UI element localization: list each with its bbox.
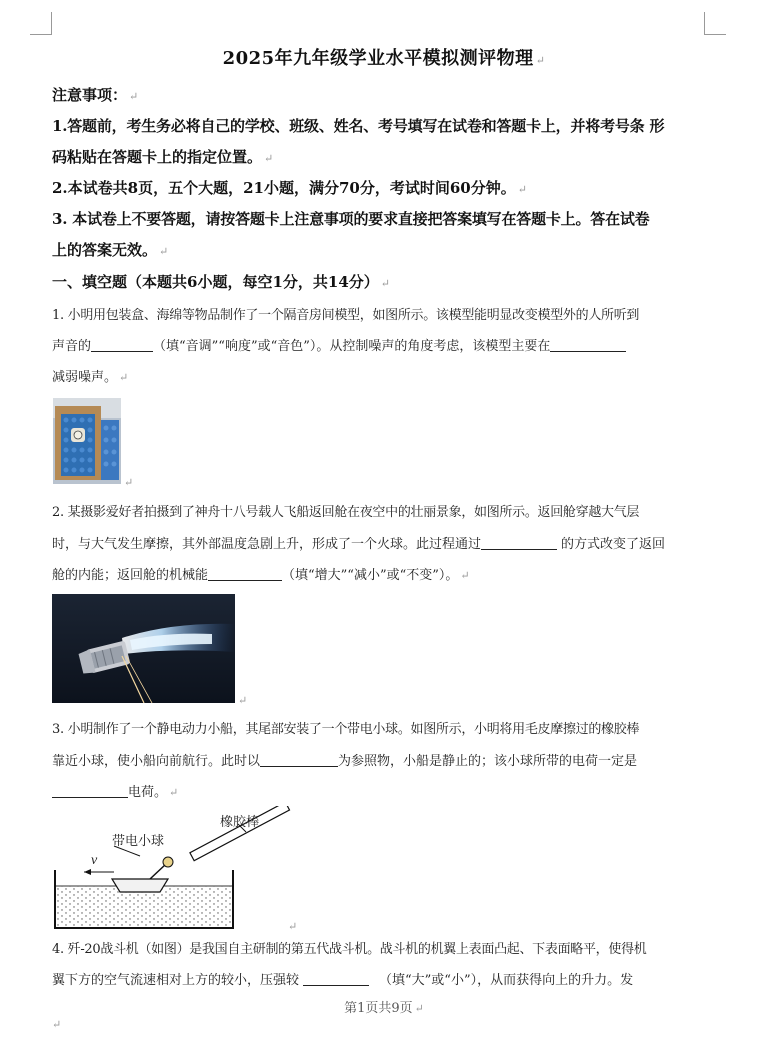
q3-blank-1 <box>260 754 338 767</box>
q2-blank-1 <box>481 537 557 550</box>
notes-item-3-line-2: 上的答案无效。 ↵ <box>52 241 169 259</box>
q3-label-velocity: v <box>91 853 98 868</box>
notes-item-1-line-2: 码粘贴在答题卡上的指定位置。 ↵ <box>52 148 274 166</box>
q4-line-1: 4. 歼-20战斗机（如图）是我国自主研制的第五代战斗机。战斗机的机翼上表面凸起、下表面略平，使得机 <box>52 942 647 957</box>
q2-figure-end-mark: ↵ <box>238 694 248 707</box>
q3-line-3: 电荷。 ↵ <box>52 781 707 800</box>
q1-soundproof-model-photo <box>53 398 121 484</box>
page-title: 2025年九年级学业水平模拟测评物理 ↵ <box>222 48 546 69</box>
q3-line-2: 靠近小球，使小船向前航行。此时以 为参照物，小船是静止的；该小球所带的电荷一定是 <box>52 754 638 769</box>
q1-figure-end-mark: ↵ <box>124 476 134 489</box>
q3-label-rubber-rod: 橡胶棒 <box>220 814 260 829</box>
q1-blank-1 <box>91 339 153 352</box>
page-end-mark: ↵ <box>52 1018 62 1031</box>
q1-line-1: 1. 小明用包装盒、海绵等物品制作了一个隔音房间模型，如图所示。该模型能明显改变模型外的人所听到 <box>52 308 640 323</box>
crop-mark-top-left-h <box>30 34 52 35</box>
q1-blank-2 <box>550 339 626 352</box>
q1-line-2: 声音的 （填“音调”“响度”或“音色”）。从控制噪声的角度考虑，该模型主要在 <box>52 335 707 354</box>
notes-item-3-line-1: 3. 本试卷上不要答题，请按答题卡上注意事项的要求直接把答案填写在答题卡上。答在试卷 <box>52 210 650 228</box>
q2-blank-2 <box>208 568 282 581</box>
notes-item-1-line-1: 1.答题前，考生务必将自己的学校、班级、姓名、考号填写在试卷和答题卡上，并将考号条 形 <box>52 117 665 135</box>
crop-mark-top-right-v <box>704 12 705 35</box>
page-footer: 第1页共9页 ↵ <box>344 1001 424 1016</box>
q3-blank-2 <box>52 785 128 798</box>
q2-reentry-capsule-photo <box>52 594 235 703</box>
q3-electrostatic-boat-diagram <box>52 806 292 930</box>
notes-item-2: 2.本试卷共8页，五个大题，21小题，满分70分，考试时间60分钟。 ↵ <box>52 179 527 197</box>
q3-figure-end-mark: ↵ <box>288 920 298 933</box>
crop-mark-top-left-v <box>51 12 52 35</box>
q3-label-charged-ball: 带电小球 <box>112 833 165 848</box>
q2-line-2: 时，与大气发生摩擦，其外部温度急剧上升，形成了一个火球。此过程通过 的方式改变了返回 <box>52 537 666 552</box>
q4-line-2: 翼下方的空气流速相对上方的较小，压强较 （填“大”或“小”），从而获得向上的升力。发 <box>52 973 634 988</box>
q4-blank-1 <box>303 973 369 986</box>
crop-mark-top-right-h <box>704 34 726 35</box>
q2-line-1: 2. 某摄影爱好者拍摄到了神舟十八号载人飞船返回舱在夜空中的壮丽景象，如图所示。返回舱穿越大气层 <box>52 505 640 520</box>
q1-line-3: 减弱噪声。 ↵ <box>52 370 129 385</box>
notes-heading: 注意事项： ↵ <box>52 86 139 104</box>
q3-line-1: 3. 小明制作了一个静电动力小船，其尾部安装了一个带电小球。如图所示，小明将用毛皮摩擦过的橡胶棒 <box>52 722 640 737</box>
q2-line-3: 舱的内能；返回舱的机械能 （填“增大”“减小”或“不变”）。 ↵ <box>52 568 470 583</box>
section-1-heading: 一、填空题（本题共6小题，每空1分，共14分） ↵ <box>52 273 390 291</box>
